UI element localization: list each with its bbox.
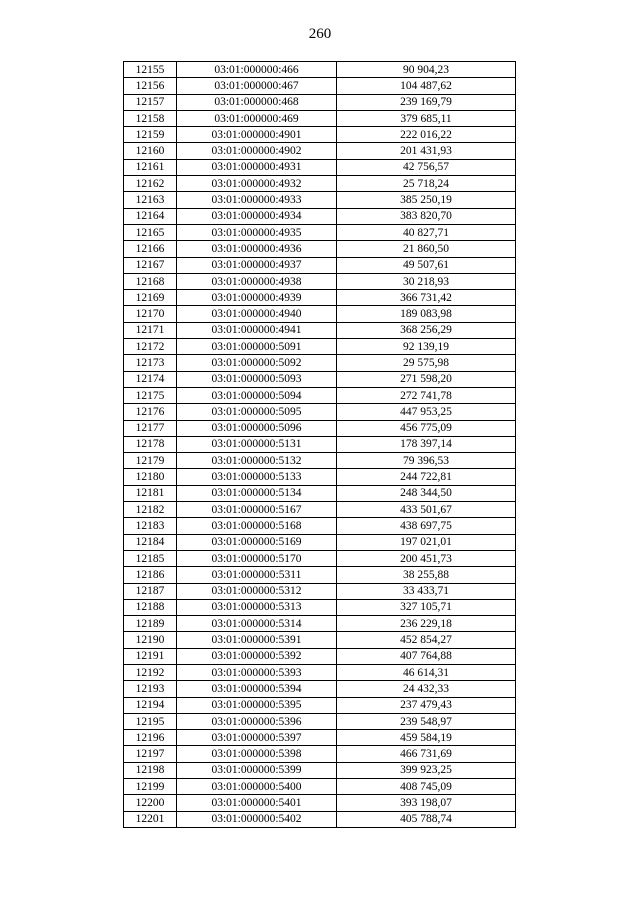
cadastral-number-cell: 03:01:000000:4937 (177, 257, 337, 273)
row-number-cell: 12188 (124, 599, 177, 615)
table-row (124, 420, 516, 436)
row-number-cell: 12167 (124, 257, 177, 273)
row-number-cell: 12161 (124, 159, 177, 175)
table-row (124, 387, 516, 403)
cadastral-number-cell: 03:01:000000:4939 (177, 290, 337, 306)
table-row (124, 485, 516, 501)
cadastral-value-cell: 447 953,25 (337, 404, 516, 420)
cadastral-value-cell: 21 860,50 (337, 241, 516, 257)
cadastral-number-cell: 03:01:000000:466 (177, 62, 337, 78)
table-row (124, 322, 516, 338)
cadastral-value-cell: 459 584,19 (337, 730, 516, 746)
cadastral-number-cell: 03:01:000000:5395 (177, 697, 337, 713)
row-number-cell: 12166 (124, 241, 177, 257)
table-row (124, 94, 516, 110)
cadastral-number-cell: 03:01:000000:5093 (177, 371, 337, 387)
table-row (124, 795, 516, 811)
cadastral-value-cell: 38 255,88 (337, 567, 516, 583)
cadastral-value-cell: 239 169,79 (337, 94, 516, 110)
cadastral-value-cell: 222 016,22 (337, 127, 516, 143)
table-row (124, 713, 516, 729)
row-number-cell: 12163 (124, 192, 177, 208)
row-number-cell: 12170 (124, 306, 177, 322)
row-number-cell: 12156 (124, 78, 177, 94)
table-row (124, 159, 516, 175)
table-row (124, 273, 516, 289)
table-row (124, 469, 516, 485)
cadastral-number-cell: 03:01:000000:5401 (177, 795, 337, 811)
row-number-cell: 12189 (124, 616, 177, 632)
table-row (124, 371, 516, 387)
cadastral-number-cell: 03:01:000000:5095 (177, 404, 337, 420)
cadastral-number-cell: 03:01:000000:5170 (177, 550, 337, 566)
table-row (124, 632, 516, 648)
cadastral-value-cell: 25 718,24 (337, 176, 516, 192)
cadastral-number-cell: 03:01:000000:5131 (177, 436, 337, 452)
cadastral-value-cell: 438 697,75 (337, 518, 516, 534)
cadastral-number-cell: 03:01:000000:5391 (177, 632, 337, 648)
row-number-cell: 12200 (124, 795, 177, 811)
table-row (124, 681, 516, 697)
cadastral-value-table (123, 61, 516, 828)
cadastral-value-cell: 452 854,27 (337, 632, 516, 648)
cadastral-value-cell: 178 397,14 (337, 436, 516, 452)
table-row (124, 306, 516, 322)
cadastral-value-cell: 383 820,70 (337, 208, 516, 224)
row-number-cell: 12196 (124, 730, 177, 746)
cadastral-number-cell: 03:01:000000:5396 (177, 713, 337, 729)
cadastral-value-cell: 104 487,62 (337, 78, 516, 94)
cadastral-value-cell: 399 923,25 (337, 762, 516, 778)
cadastral-value-cell: 244 722,81 (337, 469, 516, 485)
row-number-cell: 12192 (124, 664, 177, 680)
table-body (124, 62, 516, 828)
table-row (124, 404, 516, 420)
cadastral-value-cell: 30 218,93 (337, 273, 516, 289)
table-row (124, 583, 516, 599)
table-row (124, 241, 516, 257)
row-number-cell: 12181 (124, 485, 177, 501)
cadastral-number-cell: 03:01:000000:4938 (177, 273, 337, 289)
table-row (124, 567, 516, 583)
table-row (124, 453, 516, 469)
row-number-cell: 12160 (124, 143, 177, 159)
row-number-cell: 12171 (124, 322, 177, 338)
cadastral-value-cell: 92 139,19 (337, 339, 516, 355)
row-number-cell: 12157 (124, 94, 177, 110)
row-number-cell: 12197 (124, 746, 177, 762)
table-row (124, 208, 516, 224)
cadastral-number-cell: 03:01:000000:4902 (177, 143, 337, 159)
row-number-cell: 12199 (124, 779, 177, 795)
cadastral-number-cell: 03:01:000000:4935 (177, 224, 337, 240)
cadastral-number-cell: 03:01:000000:5313 (177, 599, 337, 615)
row-number-cell: 12173 (124, 355, 177, 371)
cadastral-number-cell: 03:01:000000:5312 (177, 583, 337, 599)
table-row (124, 811, 516, 827)
table-row (124, 436, 516, 452)
row-number-cell: 12175 (124, 387, 177, 403)
cadastral-number-cell: 03:01:000000:4940 (177, 306, 337, 322)
cadastral-number-cell: 03:01:000000:4936 (177, 241, 337, 257)
cadastral-value-cell: 385 250,19 (337, 192, 516, 208)
cadastral-number-cell: 03:01:000000:5400 (177, 779, 337, 795)
cadastral-number-cell: 03:01:000000:5168 (177, 518, 337, 534)
table-row (124, 339, 516, 355)
cadastral-value-cell: 379 685,11 (337, 110, 516, 126)
table-row (124, 518, 516, 534)
cadastral-number-cell: 03:01:000000:5402 (177, 811, 337, 827)
row-number-cell: 12174 (124, 371, 177, 387)
cadastral-value-cell: 24 432,33 (337, 681, 516, 697)
cadastral-value-cell: 248 344,50 (337, 485, 516, 501)
cadastral-number-cell: 03:01:000000:5169 (177, 534, 337, 550)
table-row (124, 355, 516, 371)
row-number-cell: 12194 (124, 697, 177, 713)
cadastral-value-cell: 408 745,09 (337, 779, 516, 795)
row-number-cell: 12158 (124, 110, 177, 126)
cadastral-value-cell: 49 507,61 (337, 257, 516, 273)
cadastral-number-cell: 03:01:000000:4934 (177, 208, 337, 224)
cadastral-value-cell: 327 105,71 (337, 599, 516, 615)
table-row (124, 762, 516, 778)
cadastral-number-cell: 03:01:000000:5133 (177, 469, 337, 485)
cadastral-value-cell: 272 741,78 (337, 387, 516, 403)
cadastral-value-cell: 33 433,71 (337, 583, 516, 599)
cadastral-value-cell: 239 548,97 (337, 713, 516, 729)
cadastral-value-cell: 40 827,71 (337, 224, 516, 240)
cadastral-number-cell: 03:01:000000:5167 (177, 502, 337, 518)
cadastral-value-cell: 393 198,07 (337, 795, 516, 811)
cadastral-number-cell: 03:01:000000:5393 (177, 664, 337, 680)
row-number-cell: 12178 (124, 436, 177, 452)
cadastral-number-cell: 03:01:000000:5394 (177, 681, 337, 697)
row-number-cell: 12184 (124, 534, 177, 550)
cadastral-value-cell: 407 764,88 (337, 648, 516, 664)
row-number-cell: 12187 (124, 583, 177, 599)
table-row (124, 176, 516, 192)
cadastral-value-cell: 189 083,98 (337, 306, 516, 322)
cadastral-value-cell: 236 229,18 (337, 616, 516, 632)
table-row (124, 224, 516, 240)
row-number-cell: 12179 (124, 453, 177, 469)
row-number-cell: 12162 (124, 176, 177, 192)
cadastral-number-cell: 03:01:000000:5399 (177, 762, 337, 778)
cadastral-value-cell: 466 731,69 (337, 746, 516, 762)
cadastral-number-cell: 03:01:000000:5096 (177, 420, 337, 436)
cadastral-value-cell: 90 904,23 (337, 62, 516, 78)
cadastral-value-cell: 271 598,20 (337, 371, 516, 387)
cadastral-number-cell: 03:01:000000:4941 (177, 322, 337, 338)
row-number-cell: 12195 (124, 713, 177, 729)
cadastral-value-cell: 200 451,73 (337, 550, 516, 566)
row-number-cell: 12164 (124, 208, 177, 224)
cadastral-number-cell: 03:01:000000:4901 (177, 127, 337, 143)
cadastral-value-cell: 366 731,42 (337, 290, 516, 306)
row-number-cell: 12176 (124, 404, 177, 420)
table-row (124, 78, 516, 94)
table-row (124, 192, 516, 208)
cadastral-value-cell: 433 501,67 (337, 502, 516, 518)
row-number-cell: 12185 (124, 550, 177, 566)
row-number-cell: 12193 (124, 681, 177, 697)
cadastral-value-cell: 237 479,43 (337, 697, 516, 713)
row-number-cell: 12172 (124, 339, 177, 355)
row-number-cell: 12169 (124, 290, 177, 306)
cadastral-value-cell: 46 614,31 (337, 664, 516, 680)
row-number-cell: 12159 (124, 127, 177, 143)
cadastral-value-cell: 29 575,98 (337, 355, 516, 371)
cadastral-number-cell: 03:01:000000:5132 (177, 453, 337, 469)
row-number-cell: 12180 (124, 469, 177, 485)
table-row (124, 599, 516, 615)
table-row (124, 746, 516, 762)
table-row (124, 257, 516, 273)
table-row (124, 143, 516, 159)
cadastral-number-cell: 03:01:000000:467 (177, 78, 337, 94)
cadastral-number-cell: 03:01:000000:5092 (177, 355, 337, 371)
cadastral-number-cell: 03:01:000000:5314 (177, 616, 337, 632)
cadastral-value-cell: 79 396,53 (337, 453, 516, 469)
cadastral-value-cell: 201 431,93 (337, 143, 516, 159)
table-row (124, 127, 516, 143)
table-row (124, 550, 516, 566)
cadastral-number-cell: 03:01:000000:4932 (177, 176, 337, 192)
table-row (124, 616, 516, 632)
row-number-cell: 12190 (124, 632, 177, 648)
cadastral-value-cell: 197 021,01 (337, 534, 516, 550)
cadastral-value-cell: 368 256,29 (337, 322, 516, 338)
table-row (124, 290, 516, 306)
cadastral-number-cell: 03:01:000000:5091 (177, 339, 337, 355)
page-number: 260 (308, 26, 332, 42)
row-number-cell: 12198 (124, 762, 177, 778)
cadastral-number-cell: 03:01:000000:5397 (177, 730, 337, 746)
cadastral-number-cell: 03:01:000000:5094 (177, 387, 337, 403)
row-number-cell: 12155 (124, 62, 177, 78)
row-number-cell: 12191 (124, 648, 177, 664)
cadastral-value-cell: 42 756,57 (337, 159, 516, 175)
table-row (124, 664, 516, 680)
row-number-cell: 12201 (124, 811, 177, 827)
cadastral-number-cell: 03:01:000000:5398 (177, 746, 337, 762)
cadastral-value-cell: 456 775,09 (337, 420, 516, 436)
cadastral-value-cell: 405 788,74 (337, 811, 516, 827)
table-row (124, 110, 516, 126)
cadastral-number-cell: 03:01:000000:5134 (177, 485, 337, 501)
row-number-cell: 12177 (124, 420, 177, 436)
table-row (124, 697, 516, 713)
cadastral-number-cell: 03:01:000000:4933 (177, 192, 337, 208)
cadastral-number-cell: 03:01:000000:5311 (177, 567, 337, 583)
row-number-cell: 12168 (124, 273, 177, 289)
table-row (124, 502, 516, 518)
cadastral-number-cell: 03:01:000000:4931 (177, 159, 337, 175)
table-row (124, 62, 516, 78)
row-number-cell: 12183 (124, 518, 177, 534)
row-number-cell: 12165 (124, 224, 177, 240)
table-row (124, 730, 516, 746)
cadastral-number-cell: 03:01:000000:469 (177, 110, 337, 126)
row-number-cell: 12182 (124, 502, 177, 518)
table-row (124, 648, 516, 664)
table-row (124, 534, 516, 550)
cadastral-number-cell: 03:01:000000:468 (177, 94, 337, 110)
row-number-cell: 12186 (124, 567, 177, 583)
cadastral-number-cell: 03:01:000000:5392 (177, 648, 337, 664)
table-row (124, 779, 516, 795)
